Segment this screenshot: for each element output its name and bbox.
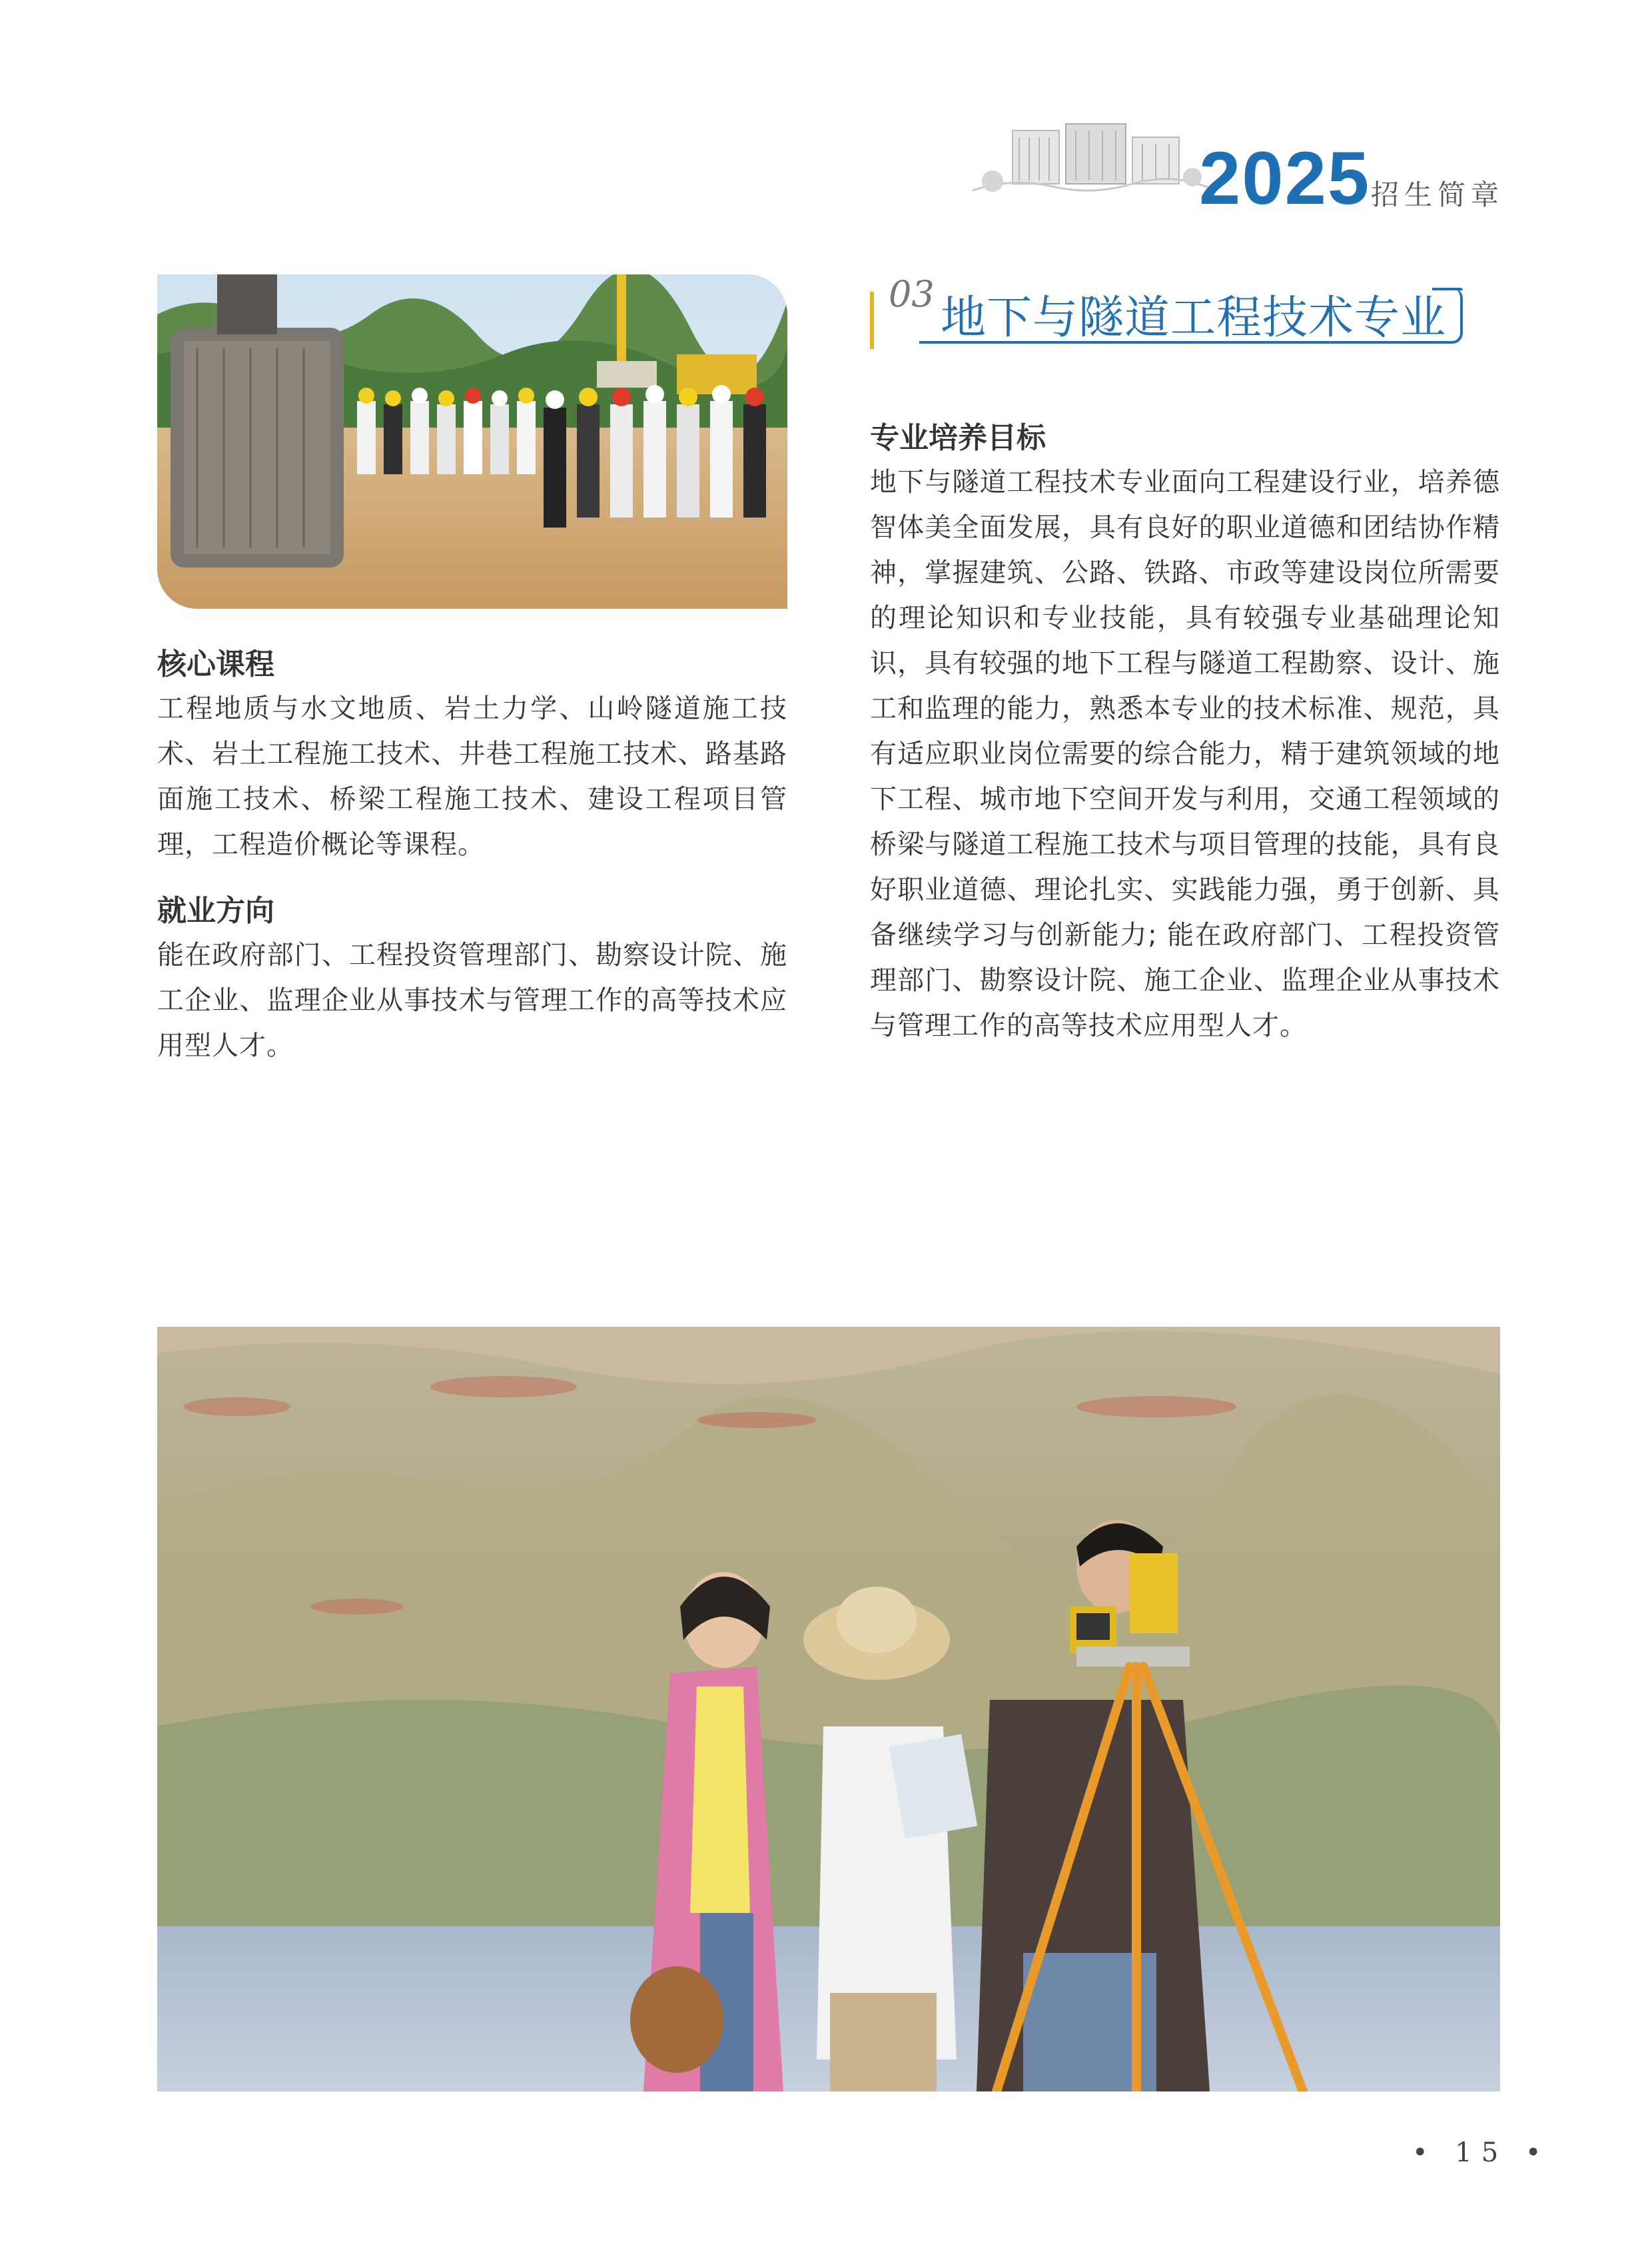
header-year: 2025: [1199, 137, 1371, 220]
goal-text: 地下与隧道工程技术专业面向工程建设行业，培养德智体美全面发展，具有良好的职业道德和团结协作精神，掌握建筑、公路、铁路、市政等建设岗位所需要的理论知识和专业技能，具有较强专业基础理论知识，具有较强的地下工程与隧道工程勘察、设计、施工和监理的能力，熟悉本专业的技术标准、规范，具有适应职业岗位需要的综合能力，精于建筑领域的地下工程、城市地下空间开发与利用，交通工程领域的桥梁与隧道工程施工技术与项目管理的技能，具有良好职业道德、理论扎实、实践能力强，勇于创新、具备继续学习与创新能力; 能在政府部门、工程投资管理部门、勘察设计院、施工企业、监理企业从事技术与管理工作的高等技术应用型人才。: [870, 467, 1500, 1041]
section-number: 03: [889, 273, 935, 315]
section-title: 地下与隧道工程技术专业: [941, 292, 1447, 344]
goal-heading: 专业培养目标: [870, 421, 1046, 455]
courses-heading: 核心课程: [157, 647, 274, 681]
page-number: • 15 •: [1412, 2137, 1551, 2168]
construction-site-photo: [157, 274, 787, 609]
employment-heading: 就业方向: [157, 894, 274, 928]
courses-text: 工程地质与水文地质、岩土力学、山岭隧道施工技术、岩土工程施工技术、井巷工程施工技术、路基路面施工技术、桥梁工程施工技术、建设工程项目管理，工程造价概论等课程。: [157, 693, 787, 860]
section-title-accent-bar: [870, 292, 874, 349]
section-title-frame-corner: [1432, 288, 1463, 290]
header-building-illustration: [973, 117, 1212, 204]
header-subtitle: 招生简章: [1371, 179, 1505, 211]
surveying-students-photo: [157, 1327, 1500, 2091]
employment-text: 能在政府部门、工程投资管理部门、勘察设计院、施工企业、监理企业从事技术与管理工作的高等技术应用型人才。: [157, 940, 787, 1061]
